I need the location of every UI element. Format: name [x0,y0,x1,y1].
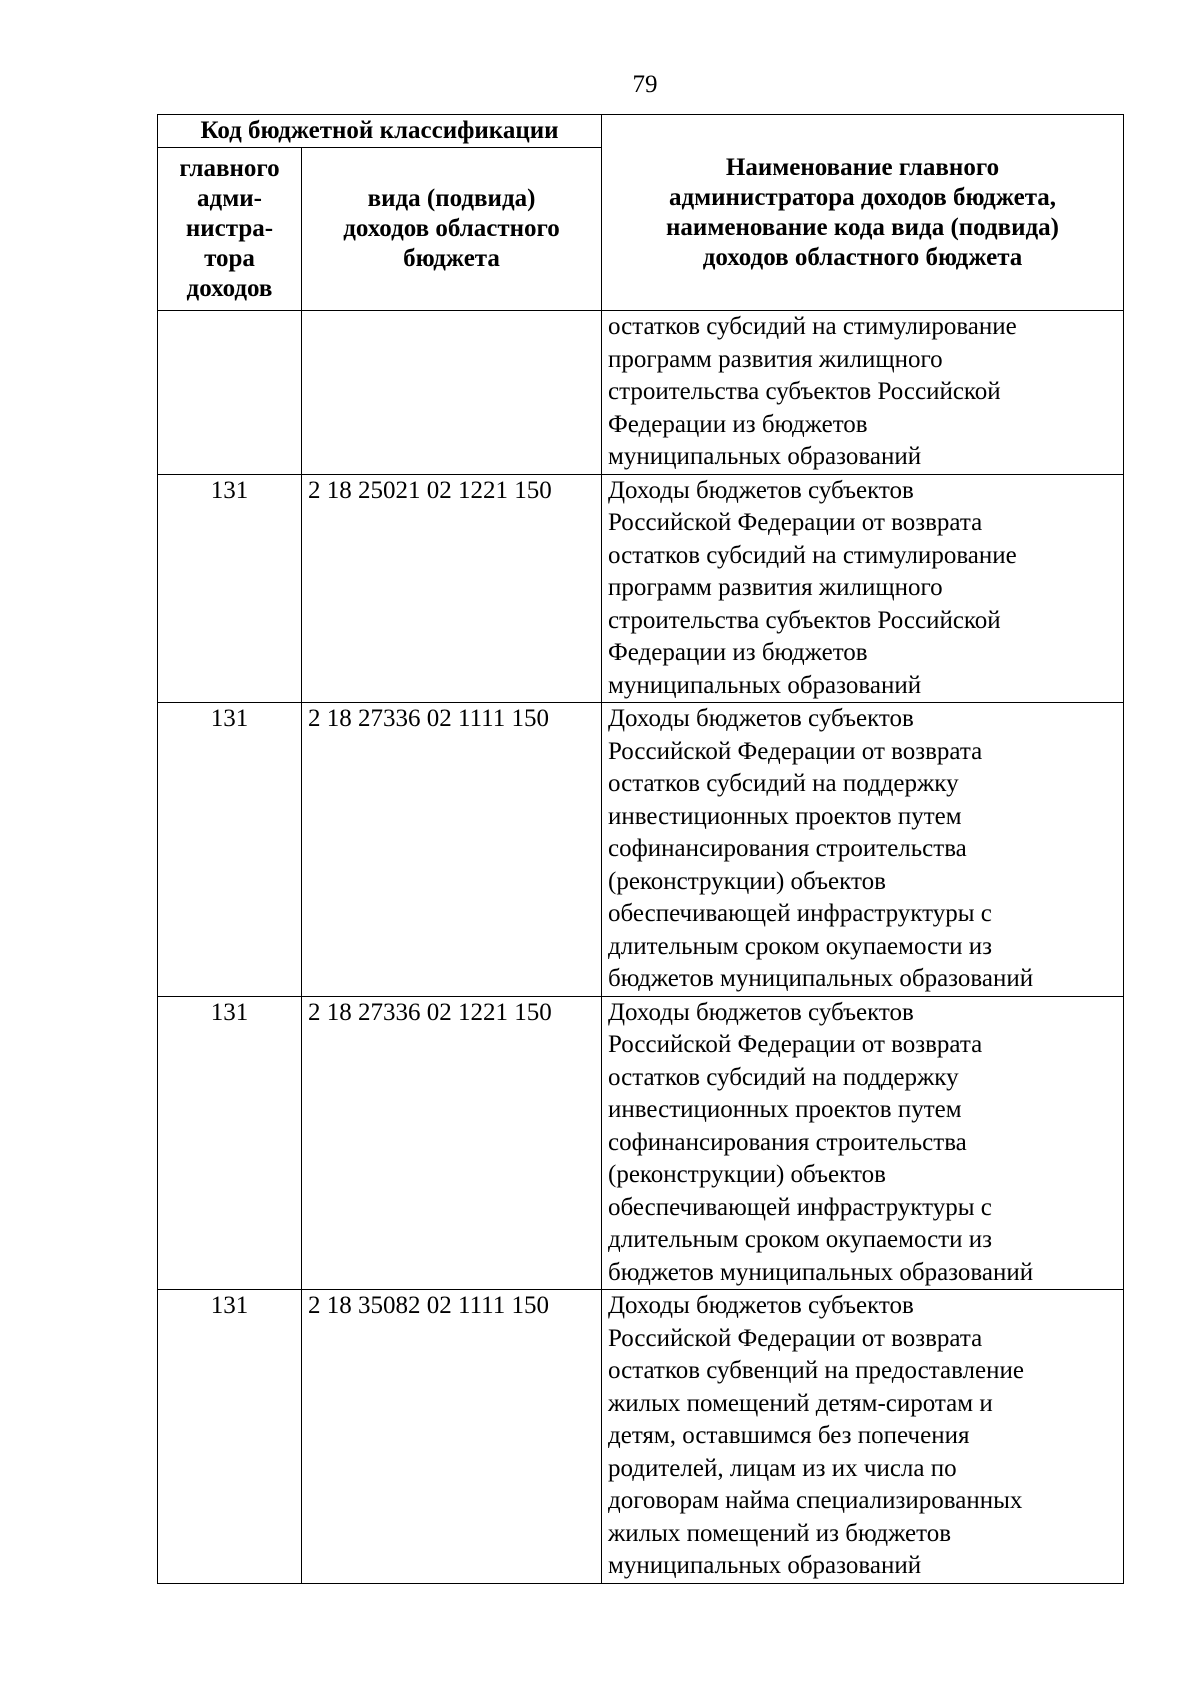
cell-income-name: Доходы бюджетов субъектов Российской Федерации от возврата остатков субсидий на стимулирование программ развития жилищного строительства субъектов Российской Федерации из бюджетов муниципальных образований [602,474,1124,703]
table-body [158,311,1124,1584]
table-row [158,474,1124,703]
cell-income-code: 2 18 25021 02 1221 150 [302,474,602,703]
cell-administrator-code: 131 [158,996,302,1290]
table-row [158,311,1124,475]
cell-administrator-code [158,311,302,475]
header-administrator-name: Наименование главного администратора доходов бюджета, наименование кода вида (подвида) доходов областного бюджета [602,115,1124,311]
table-header [158,115,1124,311]
budget-classification-table [157,114,1124,1584]
header-budget-classification-code: Код бюджетной классификации [158,115,602,148]
table-row [158,1290,1124,1584]
table-row [158,703,1124,997]
cell-income-name: Доходы бюджетов субъектов Российской Федерации от возврата остатков субсидий на поддержку инвестиционных проектов путем софинансирования строительства (реконструкции) объектов обеспечивающей инфраструктуры с длительным сроком окупаемости из бюджетов муниципальных образований [602,703,1124,997]
cell-income-name: Доходы бюджетов субъектов Российской Федерации от возврата остатков субвенций на предоставление жилых помещений детям-сиротам и детям, оставшимся без попечения родителей, лицам из их числа по договорам найма специализированных жилых помещений из бюджетов муниципальных образований [602,1290,1124,1584]
cell-income-code [302,311,602,475]
page-number: 79 [632,71,658,98]
cell-income-name: остатков субсидий на стимулирование программ развития жилищного строительства субъектов Российской Федерации из бюджетов муниципальных образований [602,311,1124,475]
cell-administrator-code: 131 [158,474,302,703]
cell-income-name: Доходы бюджетов субъектов Российской Федерации от возврата остатков субсидий на поддержку инвестиционных проектов путем софинансирования строительства (реконструкции) объектов обеспечивающей инфраструктуры с длительным сроком окупаемости из бюджетов муниципальных образований [602,996,1124,1290]
table-row [158,996,1124,1290]
cell-administrator-code: 131 [158,1290,302,1584]
cell-administrator-code: 131 [158,703,302,997]
header-income-type-code: вида (подвида) доходов областного бюджета [302,148,602,311]
cell-income-code: 2 18 27336 02 1111 150 [302,703,602,997]
header-main-administrator: главного адми- нистра- тора доходов [158,148,302,311]
cell-income-code: 2 18 27336 02 1221 150 [302,996,602,1290]
header-row-group [158,115,1124,148]
cell-income-code: 2 18 35082 02 1111 150 [302,1290,602,1584]
